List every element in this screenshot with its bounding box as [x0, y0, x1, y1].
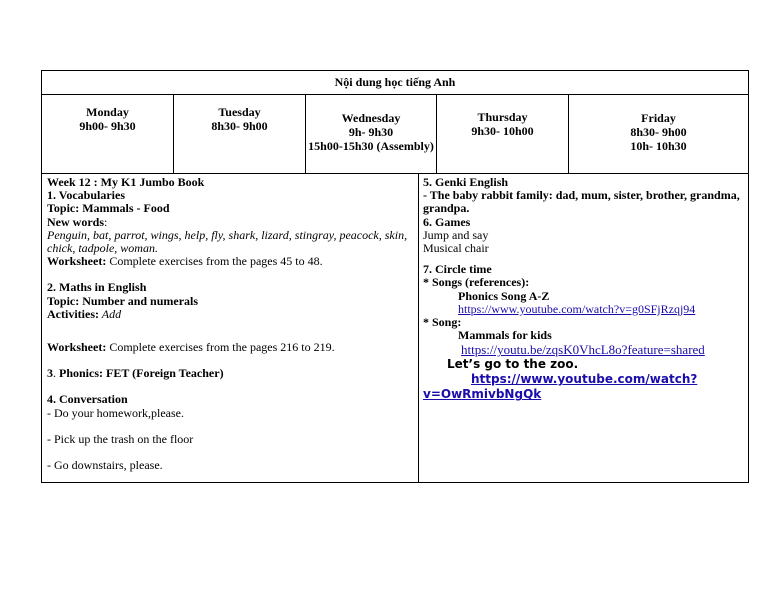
- section-maths: 2. Maths in English: [47, 280, 147, 295]
- song-label: * Song:: [423, 315, 462, 330]
- section-conversation: 4. Conversation: [47, 392, 128, 407]
- day-wednesday: [306, 94, 437, 173]
- activities-label: Activities:: [47, 306, 99, 321]
- day-name: Tuesday: [218, 105, 261, 119]
- worksheet-label: Worksheet:: [47, 340, 107, 355]
- day-tuesday: [174, 94, 306, 173]
- maths-activities: [47, 308, 418, 321]
- conversation-line: - Pick up the trash on the floor: [47, 431, 194, 446]
- new-words-colon: :: [104, 214, 108, 229]
- day-time: 8h30- 9h00: [630, 125, 687, 139]
- section-genki: 5. Genki English: [423, 175, 509, 189]
- conversation-line: - Go downstairs, please.: [47, 458, 163, 473]
- day-time: 10h- 10h30: [630, 139, 687, 153]
- genki-text: - The baby rabbit family: dad, mum, sister, brother, grandma, grandpa.: [423, 188, 740, 216]
- phonics-number: 3: [47, 366, 53, 381]
- section-phonics: [47, 367, 418, 380]
- table-title: Nội dung học tiếng Anh: [42, 71, 748, 95]
- new-words-line: [47, 216, 418, 229]
- game-item: Musical chair: [423, 241, 489, 256]
- topic-label: Topic: [47, 293, 76, 308]
- day-time: 15h00-15h30 (Assembly): [308, 139, 434, 153]
- section-games: 6. Games: [423, 214, 471, 229]
- topic-text: : Number and numerals: [75, 293, 199, 308]
- song1-line: [423, 303, 744, 316]
- song2-title: Mammals for kids: [458, 328, 552, 343]
- day-time: 9h30- 10h00: [471, 124, 534, 138]
- day-name: Monday: [86, 105, 129, 119]
- phonics-label: Phonics: [59, 366, 100, 381]
- new-words-label: New words: [47, 214, 104, 229]
- new-words-list: Penguin, bat, parrot, wings, help, fly, shark, lizard, stingray, peacock, skin, chick, tadpole, woman.: [47, 227, 408, 256]
- worksheet-label: Worksheet:: [47, 254, 107, 269]
- songs-ref-label: * Songs (references):: [423, 275, 530, 290]
- song3-title: Let’s go to the zoo.: [447, 357, 579, 372]
- day-time: 9h00- 9h30: [79, 119, 136, 133]
- day-time: 8h30- 9h00: [211, 119, 268, 133]
- phonics-dot: .: [53, 366, 59, 381]
- vocab-topic: Topic: Mammals - Food: [47, 201, 170, 216]
- week-heading: Week 12 : My K1 Jumbo Book: [47, 175, 205, 189]
- activities-text: Add: [98, 306, 122, 321]
- days-row: [42, 94, 748, 174]
- song1-link[interactable]: https://www.youtube.com/watch?v=g0SFjRzqj94: [458, 301, 696, 316]
- day-name: Wednesday: [341, 111, 401, 125]
- game-item: Jump and say: [423, 227, 489, 242]
- song3-line-a: [423, 371, 744, 387]
- day-time: 9h- 9h30: [348, 125, 394, 139]
- phonics-text: : FET (Foreign Teacher): [99, 366, 224, 381]
- song3-link-b[interactable]: v=OwRmivbNgQk: [423, 387, 542, 402]
- section-circle-time: 7. Circle time: [423, 262, 492, 277]
- worksheet-1: [47, 255, 418, 268]
- left-content: [42, 174, 419, 482]
- worksheet-text: Complete exercises from the pages 216 to 219.: [106, 340, 335, 355]
- section-vocabularies: 1. Vocabularies: [47, 188, 126, 203]
- song2-link[interactable]: https://youtu.be/zqsK0VhcL8o?feature=shared: [461, 342, 705, 358]
- song2-line: [423, 342, 744, 357]
- day-name: Thursday: [477, 110, 528, 124]
- song3-line-b: [423, 387, 744, 401]
- day-name: Friday: [641, 111, 676, 125]
- day-monday: [42, 94, 174, 173]
- worksheet-2: [47, 341, 418, 354]
- song3-link-a[interactable]: https://www.youtube.com/watch?: [471, 372, 698, 387]
- day-thursday: [437, 94, 569, 173]
- schedule-table: [41, 70, 749, 483]
- conversation-line: - Do your homework,please.: [47, 405, 184, 420]
- song1-title: Phonics Song A-Z: [458, 288, 550, 303]
- right-content: [419, 174, 748, 482]
- day-friday: [569, 94, 748, 173]
- worksheet-text: Complete exercises from the pages 45 to 48.: [106, 254, 323, 269]
